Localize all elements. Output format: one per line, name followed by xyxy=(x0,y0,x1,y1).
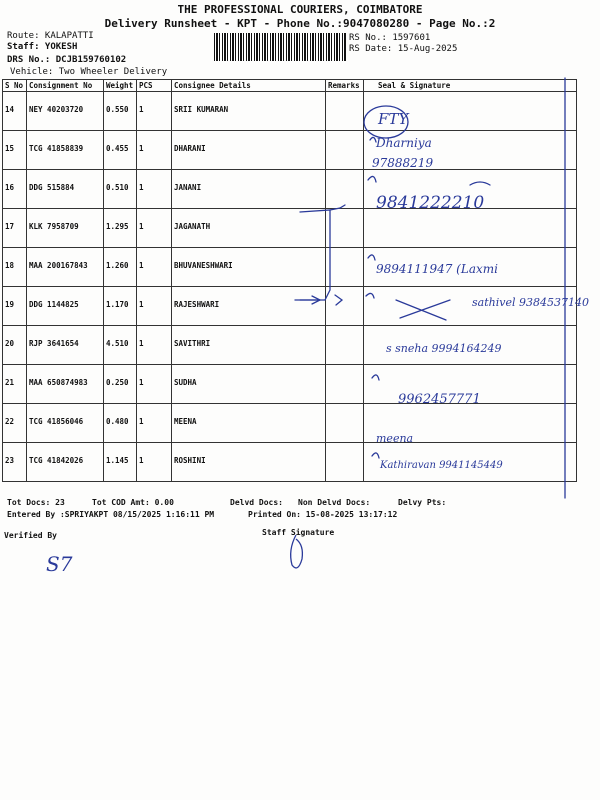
cell-weight: 0.250 xyxy=(104,365,137,404)
cell-weight: 1.260 xyxy=(104,248,137,287)
delivered-docs: Delvd Docs: xyxy=(230,498,283,507)
cell-weight: 1.170 xyxy=(104,287,137,326)
handwriting-r18: 9894111947 (Laxmi xyxy=(376,262,498,276)
printed-on: Printed On: 15-08-2025 13:17:12 xyxy=(248,510,398,519)
cell-weight: 1.145 xyxy=(104,443,137,482)
vehicle: Vehicle: Two Wheeler Delivery xyxy=(10,67,168,77)
col-consignment: Consignment No xyxy=(27,80,104,92)
cell-consignment: MAA 200167843 xyxy=(27,248,104,287)
total-cod: Tot COD Amt: 0.00 xyxy=(92,498,174,507)
cell-pcs: 1 xyxy=(137,248,172,287)
handwriting-r16-phone: 9841222210 xyxy=(376,193,485,213)
col-seal-signature: Seal & Signature xyxy=(364,80,577,92)
delivery-points: Delvy Pts: xyxy=(398,498,447,507)
cell-pcs: 1 xyxy=(137,326,172,365)
cell-sno: 22 xyxy=(3,404,27,443)
cell-consignment: RJP 3641654 xyxy=(27,326,104,365)
cell-consignee: JAGANATH xyxy=(172,209,326,248)
cell-pcs: 1 xyxy=(137,209,172,248)
cell-weight: 4.510 xyxy=(104,326,137,365)
cell-sno: 16 xyxy=(3,170,27,209)
handwriting-r19: sathivel 9384537140 xyxy=(472,296,589,309)
total-docs: Tot Docs: 23 xyxy=(7,498,65,507)
cell-consignee: MEENA xyxy=(172,404,326,443)
cell-consignment: TCG 41842026 xyxy=(27,443,104,482)
col-consignee: Consignee Details xyxy=(172,80,326,92)
cell-sno: 21 xyxy=(3,365,27,404)
cell-consignment: DDG 515884 xyxy=(27,170,104,209)
cell-consignment: DDG 1144825 xyxy=(27,287,104,326)
cell-pcs: 1 xyxy=(137,170,172,209)
cell-weight: 0.480 xyxy=(104,404,137,443)
handwriting-r14: FTY xyxy=(378,110,409,128)
handwriting-r21: 9962457771 xyxy=(398,392,481,407)
cell-weight: 0.550 xyxy=(104,92,137,131)
cell-consignee: ROSHINI xyxy=(172,443,326,482)
cell-pcs: 1 xyxy=(137,365,172,404)
cell-pcs: 1 xyxy=(137,287,172,326)
cell-pcs: 1 xyxy=(137,92,172,131)
verified-by-label: Verified By xyxy=(4,531,57,540)
cell-consignee: SAVITHRI xyxy=(172,326,326,365)
rs-number: RS No.: 1597601 xyxy=(349,33,431,43)
route: Route: KALAPATTI xyxy=(7,31,94,41)
cell-consignee: SUDHA xyxy=(172,365,326,404)
cell-weight: 0.455 xyxy=(104,131,137,170)
cell-sno: 23 xyxy=(3,443,27,482)
cell-consignment: MAA 650874983 xyxy=(27,365,104,404)
cell-sno: 15 xyxy=(3,131,27,170)
cell-pcs: 1 xyxy=(137,131,172,170)
handwriting-r15-name: Dharniya xyxy=(376,136,432,150)
handwriting-r20: s sneha 9994164249 xyxy=(386,342,502,355)
cell-sno: 14 xyxy=(3,92,27,131)
cell-sno: 19 xyxy=(3,287,27,326)
cell-weight: 0.510 xyxy=(104,170,137,209)
cell-consignee: RAJESHWARI xyxy=(172,287,326,326)
col-weight: Weight xyxy=(104,80,137,92)
entered-by: Entered By :SPRIYAKPT 08/15/2025 1:16:11 PM xyxy=(7,510,215,519)
col-sno: S No xyxy=(3,80,27,92)
handwriting-r15-phone: 97888219 xyxy=(372,156,434,170)
cell-consignment: TCG 41858839 xyxy=(27,131,104,170)
cell-sno: 17 xyxy=(3,209,27,248)
cell-weight: 1.295 xyxy=(104,209,137,248)
non-delivered-docs: Non Delvd Docs: xyxy=(298,498,371,507)
staff-signature-label: Staff Signature xyxy=(262,528,335,537)
cell-consignment: TCG 41856046 xyxy=(27,404,104,443)
cell-consignee: SRII KUMARAN xyxy=(172,92,326,131)
drs-number: DRS No.: DCJB159760102 xyxy=(7,55,127,65)
cell-consignee: JANANI xyxy=(172,170,326,209)
cell-consignee: DHARANI xyxy=(172,131,326,170)
rs-date: RS Date: 15-Aug-2025 xyxy=(349,44,458,54)
runsheet-subtitle: Delivery Runsheet - KPT - Phone No.:9047080280 - Page No.:2 xyxy=(104,17,496,30)
col-pcs: PCS xyxy=(137,80,172,92)
col-remarks: Remarks xyxy=(326,80,364,92)
company-title: THE PROFESSIONAL COURIERS, COIMBATORE xyxy=(177,3,423,16)
handwriting-r23: Kathiravan 9941145449 xyxy=(380,460,503,471)
verified-signature: S7 xyxy=(46,552,73,576)
cell-consignment: NEY 40203720 xyxy=(27,92,104,131)
cell-sno: 20 xyxy=(3,326,27,365)
cell-sno: 18 xyxy=(3,248,27,287)
cell-consignee: BHUVANESHWARI xyxy=(172,248,326,287)
staff: Staff: YOKESH xyxy=(7,42,78,52)
cell-consignment: KLK 7958709 xyxy=(27,209,104,248)
cell-pcs: 1 xyxy=(137,404,172,443)
handwriting-r22: meena xyxy=(376,432,414,445)
cell-pcs: 1 xyxy=(137,443,172,482)
